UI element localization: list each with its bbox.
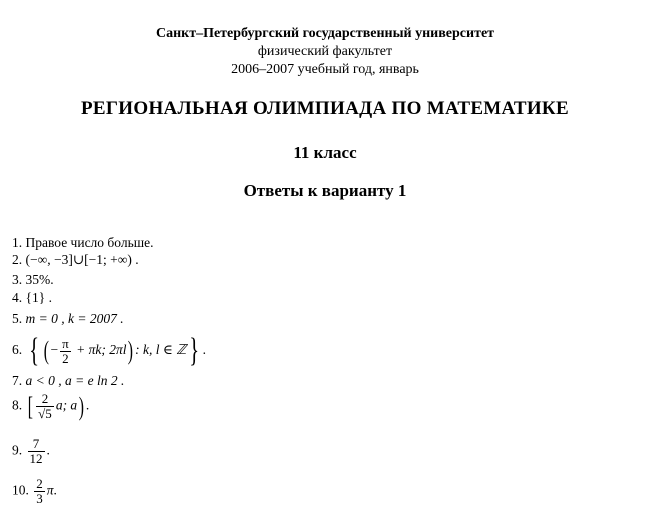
answer-number: 7.	[12, 373, 23, 388]
answer-number: 4.	[12, 290, 23, 305]
answer-condition: : k, l ∈ ℤ	[135, 342, 187, 358]
answer-number: 9.	[12, 442, 23, 458]
fraction-denominator: √5	[38, 406, 52, 421]
right-paren: )	[78, 391, 85, 421]
university-name: Санкт–Петербургский государственный университет	[155, 26, 495, 41]
fraction-numerator: 2	[36, 476, 43, 491]
answer-text: Правое число больше.	[25, 235, 154, 250]
answer-8	[12, 392, 89, 421]
answer-2	[12, 252, 139, 268]
answer-expression: + πk; 2πl	[72, 342, 127, 358]
answer-end: .	[202, 342, 206, 358]
right-paren: )	[128, 336, 134, 365]
fraction-numerator: π	[62, 335, 69, 351]
right-brace: }	[189, 332, 200, 369]
answer-end: .	[46, 442, 50, 458]
academic-year: 2006–2007 учебный год, январь	[231, 62, 419, 77]
variant-heading: Ответы к варианту 1	[243, 181, 407, 200]
answer-number: 8.	[12, 397, 23, 413]
answer-text: {1} .	[25, 290, 52, 305]
grade-heading: 11 класс	[293, 143, 357, 162]
answer-number: 5.	[12, 311, 23, 326]
answer-4	[12, 290, 52, 306]
fraction-denominator: 3	[36, 491, 43, 506]
answer-6	[12, 334, 206, 368]
fraction-denominator: 12	[29, 451, 43, 466]
answer-number: 3.	[12, 272, 23, 287]
minus-sign: −	[50, 342, 59, 358]
fraction-numerator: 7	[32, 436, 40, 451]
answer-expression: π	[46, 482, 54, 498]
answer-10	[12, 477, 57, 506]
answer-number: 1.	[12, 235, 23, 250]
answer-9	[12, 437, 50, 466]
fraction	[36, 392, 54, 421]
fraction-numerator: 2	[41, 391, 49, 406]
answer-text: (−∞, −3]∪[−1; +∞) .	[25, 252, 139, 267]
answer-text: 35%.	[25, 272, 54, 287]
fraction	[60, 337, 71, 366]
left-brace: {	[28, 332, 39, 369]
olympiad-title: РЕГИОНАЛЬНАЯ ОЛИМПИАДА ПО МАТЕМАТИКЕ	[81, 98, 569, 119]
answer-1	[12, 235, 154, 251]
fraction-denominator: 2	[60, 351, 71, 366]
answer-end: .	[53, 482, 57, 498]
answer-3	[12, 272, 54, 288]
answer-number: 10.	[12, 482, 29, 498]
answer-5	[12, 311, 124, 327]
fraction	[28, 437, 45, 466]
answer-expression: a; a	[55, 397, 78, 413]
faculty-name: физический факультет	[257, 44, 393, 59]
answer-7	[12, 373, 124, 389]
left-paren: (	[43, 336, 49, 365]
answer-text: a < 0 , a = e ln 2 .	[25, 373, 125, 388]
answer-end: .	[85, 397, 90, 413]
answer-number: 2.	[12, 252, 23, 267]
answer-number: 6.	[12, 342, 23, 358]
fraction	[34, 477, 45, 506]
answer-text: m = 0 , k = 2007 .	[25, 311, 124, 326]
left-bracket: [	[27, 391, 33, 421]
